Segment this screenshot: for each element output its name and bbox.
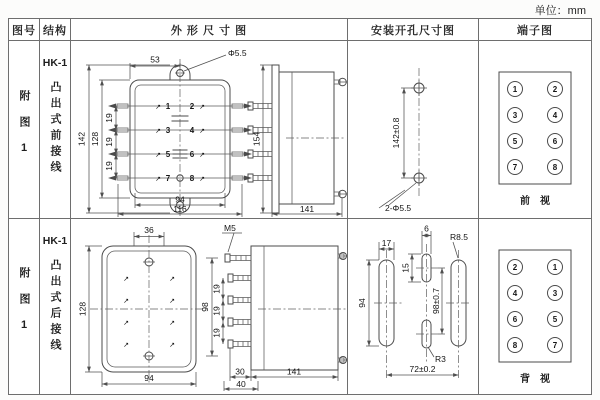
dim-top-width: 53 — [149, 54, 160, 64]
outline-drawing-front-wiring — [72, 42, 347, 218]
terminal-number: 6 — [552, 136, 558, 146]
header-terminal — [479, 19, 591, 41]
terminal-circles — [508, 259, 563, 352]
header-structure — [40, 19, 71, 41]
dim-hole-callout: 2-Φ5.5 — [385, 202, 412, 213]
mounting-drawing-rear-wiring — [349, 220, 477, 394]
dim-front-offset2: 40 — [235, 378, 246, 389]
dim-mid-width: 6 — [424, 223, 429, 233]
outline-drawing-rear-wiring — [72, 220, 347, 394]
terminal-arrow-icon: ↗ — [168, 319, 175, 327]
terminal-number: 7 — [552, 340, 558, 350]
relay-rear-face-view — [77, 225, 210, 387]
row2-terminal-cell — [479, 219, 591, 394]
row2-fig-no-cell — [9, 219, 40, 394]
dim-pitch: 19 — [103, 112, 114, 123]
terminal-arrow-icon: ↗ — [168, 275, 175, 283]
dim-side-height: 154 — [251, 131, 261, 146]
terminal-circles — [508, 81, 563, 174]
terminal-arrow-icon: ↗ — [122, 297, 129, 305]
dim-mid-radius: R3 — [435, 353, 446, 364]
dim-mid-height: 15 — [400, 262, 411, 273]
row1-outline-cell — [71, 41, 348, 219]
terminal-arrow-icon: ↗ — [168, 297, 175, 305]
view-label: 背 视 — [520, 373, 550, 385]
terminal-number: 6 — [189, 149, 194, 159]
terminal-number: 8 — [552, 162, 558, 172]
row1-model: HK-1 — [42, 57, 68, 69]
terminal-number: 5 — [165, 149, 170, 159]
terminal-number: 2 — [552, 84, 558, 94]
dim-screw-span: 98 — [199, 301, 210, 312]
mounting-drawing-front-wiring — [349, 42, 477, 218]
terminal-number: 2 — [512, 262, 518, 272]
terminal-number: 3 — [552, 288, 558, 298]
dim-hole-pitch: 142±0.8 — [391, 117, 401, 148]
terminal-arrow-icon: ↗ — [198, 103, 205, 111]
row2-outline-cell — [71, 219, 348, 394]
dim-pitch: 19 — [211, 327, 221, 338]
terminal-arrow-icon: ↗ — [122, 341, 129, 349]
terminal-number: 7 — [512, 162, 518, 172]
terminal-arrow-icon: ↗ — [122, 319, 129, 327]
dim-span: 72±0.2 — [409, 363, 436, 374]
terminal-number: 5 — [552, 314, 558, 324]
relay-side-view — [248, 65, 347, 217]
terminal-number: 6 — [512, 314, 518, 324]
terminal-arrow-icon: ↗ — [168, 341, 175, 349]
unit-label: 单位：mm — [534, 5, 586, 17]
terminal-number: 7 — [165, 173, 170, 183]
header-fig-no-label: 图号 — [12, 24, 36, 37]
dim-slot-height: 94 — [357, 297, 367, 308]
terminal-number: 8 — [189, 173, 194, 183]
dim-width: 94 — [143, 372, 154, 383]
header-outline — [71, 19, 348, 41]
terminal-number: 8 — [512, 340, 518, 350]
dim-mid-pitch: 98±0.7 — [431, 287, 441, 314]
terminal-number: 3 — [165, 125, 170, 135]
dim-side-radius: R8.5 — [450, 231, 468, 242]
terminal-arrow-icon: ↗ — [154, 127, 161, 135]
dim-width-outer: 116 — [172, 203, 187, 214]
header-structure-label: 结构 — [43, 24, 67, 37]
terminal-arrow-icon: ↗ — [122, 275, 129, 283]
terminal-number: 1 — [552, 262, 558, 272]
row2-mounting-cell — [348, 219, 479, 394]
dim-pitch: 19 — [103, 136, 114, 147]
dim-pitch: 19 — [211, 305, 221, 316]
dim-front-offset: 30 — [234, 366, 245, 376]
header-mounting-label: 安装开孔尺寸图 — [371, 24, 455, 37]
header-mounting — [348, 19, 479, 41]
terminal-diagram-front-view — [479, 42, 591, 218]
rear-studs — [338, 252, 347, 363]
terminal-arrow-icon: ↗ — [198, 127, 205, 135]
row1-terminal-cell — [479, 41, 591, 219]
terminal-arrow-icon: ↗ — [154, 151, 161, 159]
dim-height: 128 — [77, 301, 87, 316]
rear-terminal-screws — [225, 254, 251, 348]
dim-hole-dia: Φ5.5 — [227, 47, 247, 58]
terminal-number: 5 — [512, 136, 518, 146]
dim-top-width: 36 — [143, 224, 154, 235]
header-outline-label: 外 形 尺 寸 图 — [170, 24, 248, 37]
terminal-number: 1 — [512, 84, 518, 94]
relay-side-view — [200, 223, 347, 391]
row1-fig-no-cell — [9, 41, 40, 219]
terminal-arrow-icon: ↗ — [198, 175, 205, 183]
spec-table — [8, 18, 592, 395]
terminal-number: 3 — [512, 110, 518, 120]
row1-structure-cell — [40, 41, 71, 219]
row2-structure-cell — [40, 219, 71, 394]
terminal-diagram-rear-view — [479, 220, 591, 394]
dim-pitch: 19 — [103, 160, 114, 171]
row1-mounting-cell — [348, 41, 479, 219]
dim-height-outer: 142 — [76, 131, 86, 146]
dim-screw-thread: M5 — [223, 222, 236, 233]
terminal-arrow-icon: ↗ — [154, 175, 161, 183]
terminal-arrow-icon: ↗ — [154, 103, 161, 111]
terminal-number: 2 — [189, 101, 194, 111]
dim-height-inner: 128 — [89, 131, 100, 146]
terminal-number: 1 — [165, 101, 170, 111]
dim-slot-width: 17 — [381, 237, 392, 248]
terminal-number: 4 — [512, 288, 518, 298]
row2-fig-no: 附图1 — [18, 267, 30, 346]
dim-side-depth: 141 — [299, 203, 314, 214]
row2-model: HK-1 — [42, 235, 68, 247]
dim-depth: 141 — [286, 366, 301, 376]
row2-structure: 凸出式后接线 — [49, 259, 61, 355]
terminal-number: 4 — [189, 125, 194, 135]
view-label: 前 视 — [520, 195, 550, 207]
relay-front-view — [76, 48, 252, 217]
header-fig-no — [9, 19, 40, 41]
terminal-number: 4 — [552, 110, 558, 120]
header-terminal-label: 端子图 — [517, 24, 553, 37]
terminal-arrow-icon: ↗ — [198, 151, 205, 159]
row1-fig-no: 附图1 — [18, 90, 30, 169]
dim-width-inner: 94 — [174, 194, 185, 204]
row1-structure: 凸出式前接线 — [49, 81, 61, 177]
dim-pitch: 19 — [211, 283, 221, 294]
